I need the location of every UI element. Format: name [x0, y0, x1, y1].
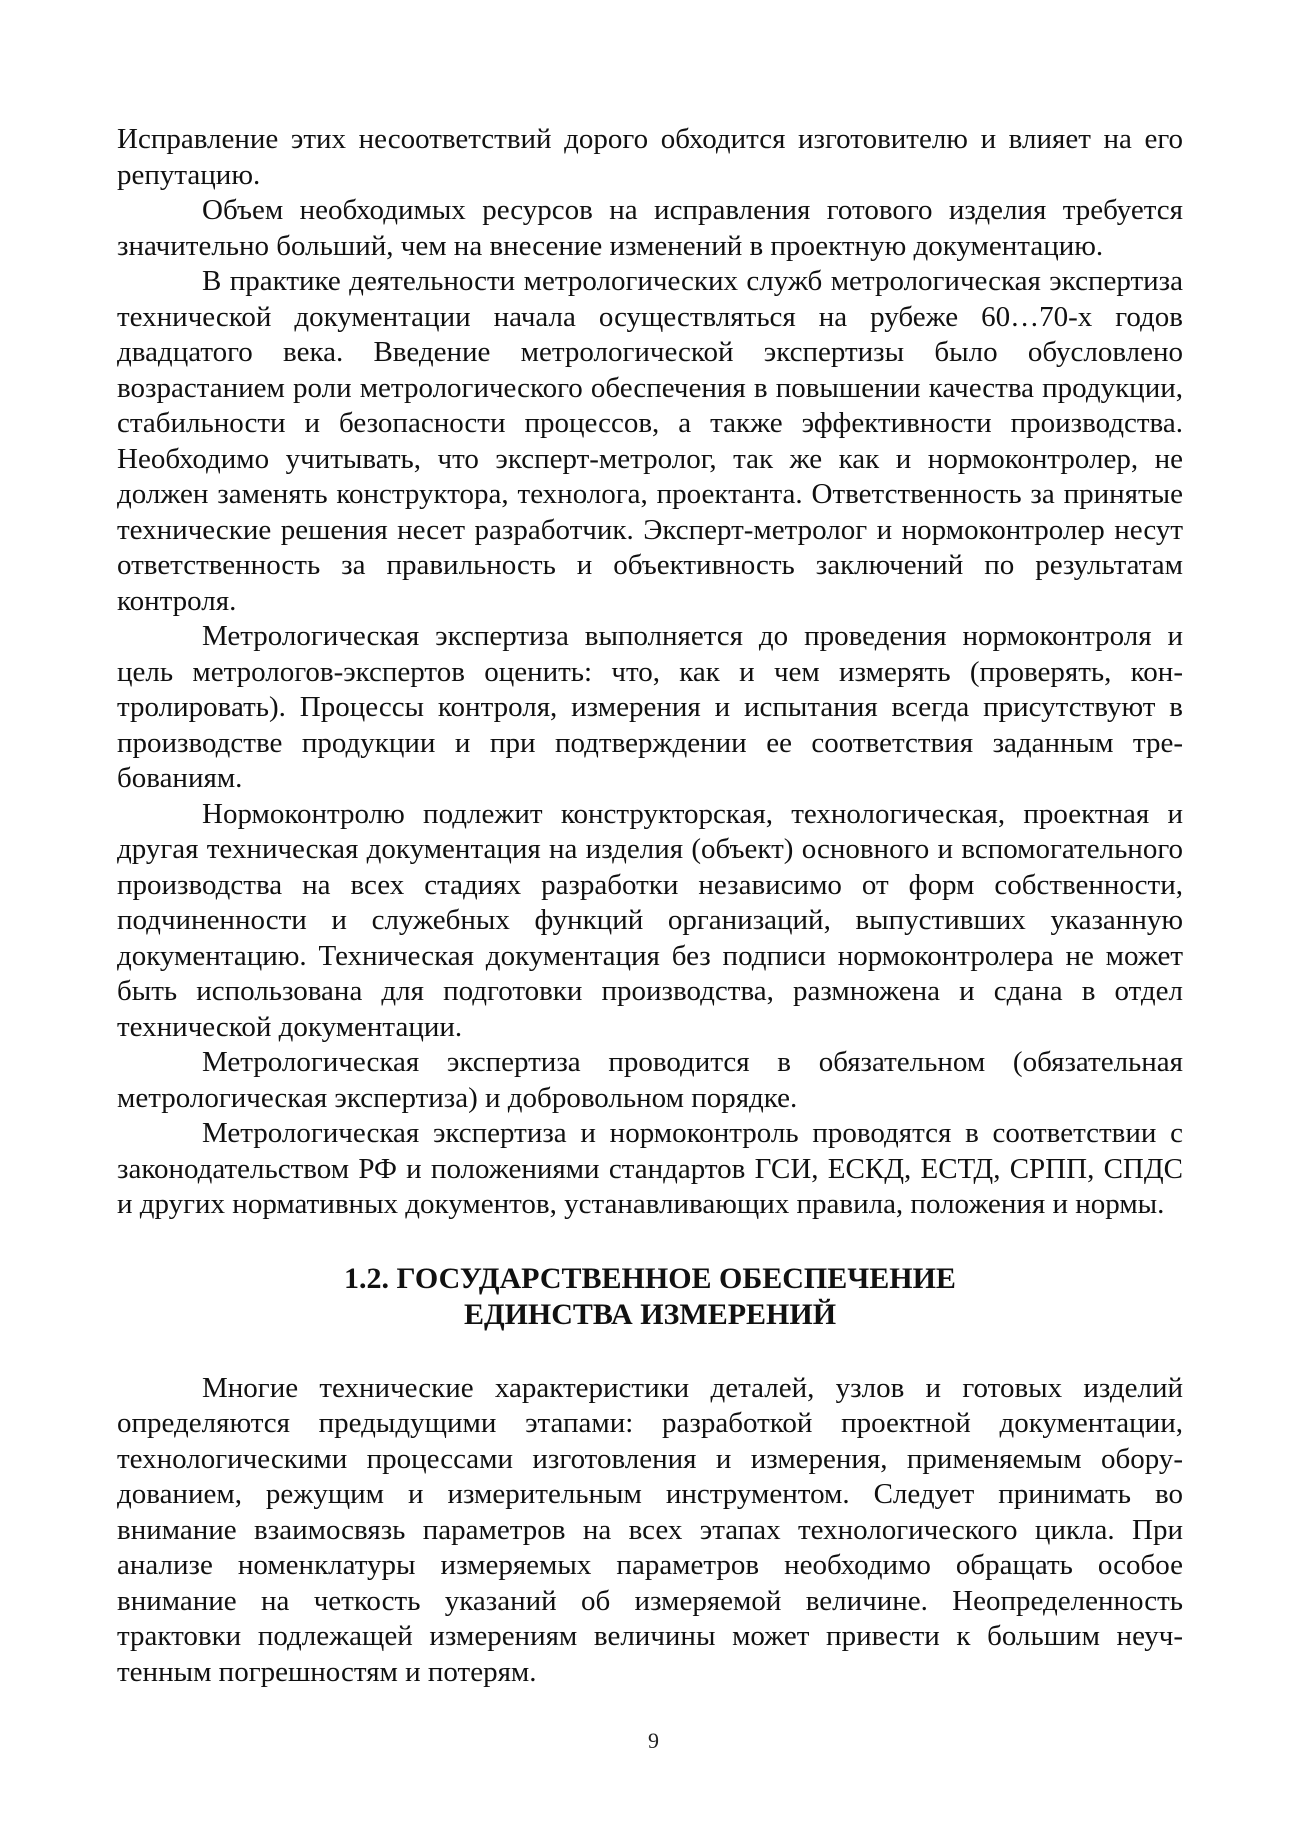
paragraph: Исправление этих несоответствий дорого обходится изготовителю и влияет на его репутацию. [117, 123, 1183, 191]
paragraph: Метрологическая экспертиза проводится в обязательном (обязательная метрологическая экспертиза) и добровольном порядке. [117, 1046, 1183, 1114]
text-block-bottom [117, 1371, 1183, 1691]
page-number: 9 [648, 1728, 659, 1753]
paragraph: В практике деятельности метрологических служб метрологическая экспертиза технической документации начала осуществляться на рубеже 60…70-х годов двадцатого века. Введение метрологической экспертизы было обусловлено возрастанием роли метрологического обеспечения в повышении качества продукции, стабильности и безопасности процессов, а также эффективности производства. Необходимо учитывать, что эксперт-метролог, так же как и нормоконтролер, не должен заменять конструктора, технолога, проектанта. Ответственность за принятые технические решения несет разработчик. Эксперт-метролог и нормоконтролер несут ответственность за правильность и объективность заключений по результатам контроля. [117, 265, 1183, 617]
paragraph: Метрологическая экспертиза выполняется до проведения нормоконтроля и цель метрологов-экспертов оценить: что, как и чем измерять (проверять, контролировать). Процессы контроля, измерения и испытания всегда присутствуют в производстве продукции и при подтверждении ее соответствия заданным требованиям. [117, 620, 1183, 794]
page-content [117, 122, 1183, 1690]
section-heading-line-1: 1.2. ГОСУДАРСТВЕННОЕ ОБЕСПЕЧЕНИЕ [344, 1261, 956, 1295]
section-heading-line-2: ЕДИНСТВА ИЗМЕРЕНИЙ [463, 1297, 837, 1331]
paragraph: Многие технические характеристики деталей, узлов и готовых изделий определяются предыдущими этапами: разработкой проектной документации, технологическими процессами изготовления и измерения, применяемым оборудованием, режущим и измерительным инструментом. Следует принимать во внимание взаимосвязь параметров на всех этапах технологического цикла. При анализе номенклатуры измеряемых параметров необходимо обращать особое внимание на четкость указаний об измеряемой величине. Неопределенность трактовки подлежащей измерениям величины может привести к большим неучтенным погрешностям и потерям. [117, 1371, 1183, 1688]
text-block-top [117, 122, 1183, 1223]
paragraph: Объем необходимых ресурсов на исправления готового изделия требуется значительно больший, чем на внесение изменений в проектную документацию. [117, 194, 1183, 262]
paragraph: Метрологическая экспертиза и нормоконтроль проводятся в соответствии с законодательством РФ и положениями стандартов ГСИ, ЕСКД, ЕСТД, СРПП, СПДС и других нормативных документов, устанавливающих правила, положения и нормы. [117, 1117, 1183, 1220]
paragraph: Нормоконтролю подлежит конструкторская, технологическая, проектная и другая техническая документация на изделия (объект) основного и вспомогательного производства на всех стадиях разработки независимо от форм собственности, подчиненности и служебных функций организаций, выпустивших указанную документацию. Техническая документация без подписи нормоконтролера не может быть использована для подготовки производства, размножена и сдана в отдел технической документации. [117, 797, 1183, 1043]
section-heading [117, 1223, 1183, 1371]
